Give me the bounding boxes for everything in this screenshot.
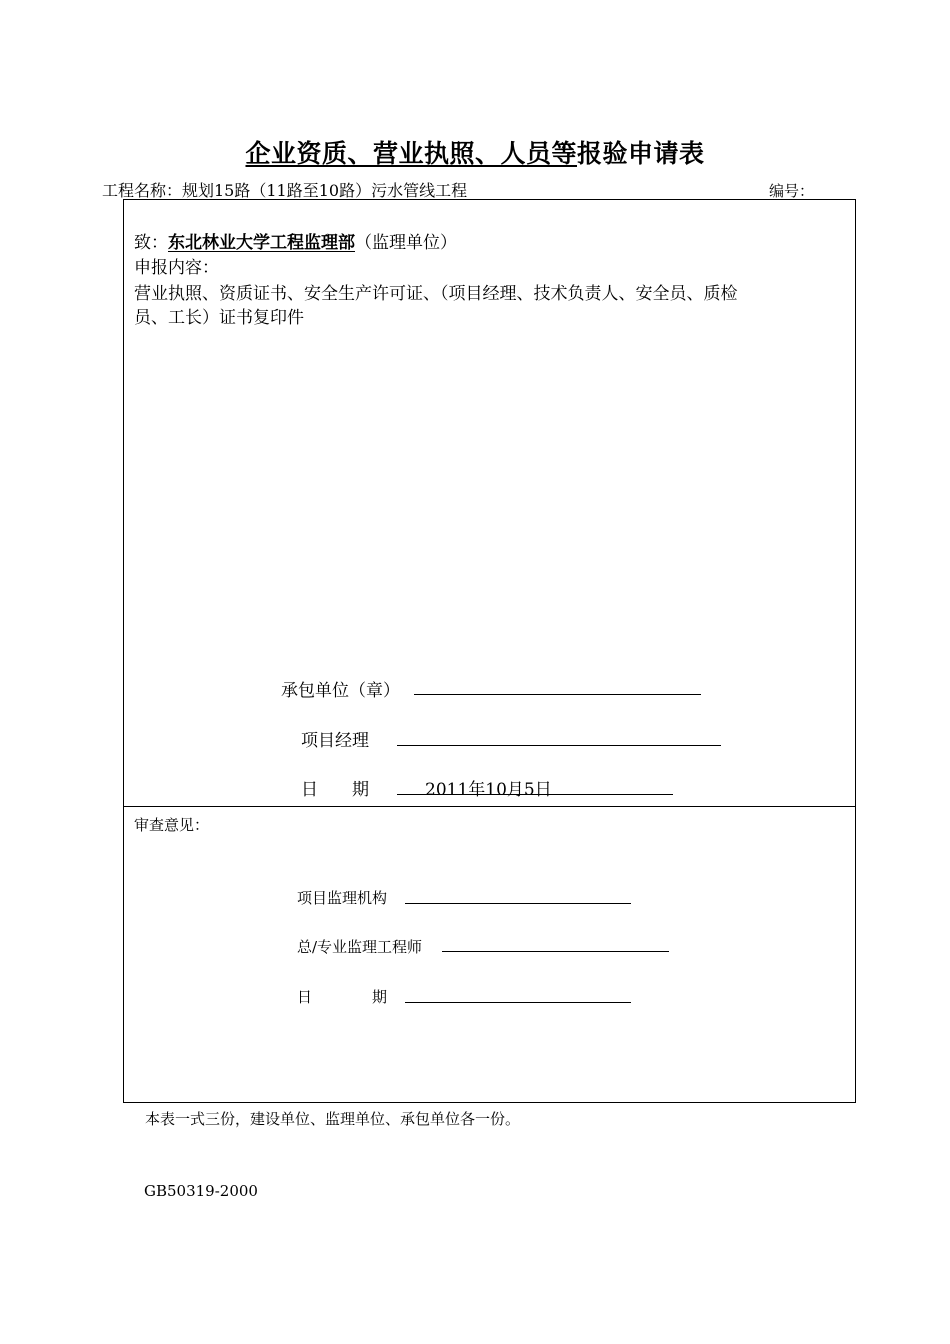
contractor-label: 承包单位（章）	[281, 681, 400, 701]
addressee-unit: 东北林业大学工程监理部	[168, 233, 355, 253]
content-line-1: 营业执照、资质证书、安全生产许可证、（项目经理、技术负责人、安全员、质检	[134, 284, 738, 304]
project-name-line: 工程名称：规划15路（11路至10路）污水管线工程	[102, 181, 468, 200]
date-value: 2011年10月5日	[425, 780, 552, 800]
section-divider	[124, 806, 855, 807]
copies-note: 本表一式三份，建设单位、监理单位、承包单位各一份。	[145, 1110, 521, 1128]
content-label: 申报内容：	[134, 258, 219, 278]
manager-label: 项目经理	[301, 731, 369, 751]
manager-signature-line	[397, 745, 721, 746]
agency-label: 项目监理机构	[297, 889, 388, 907]
addressee-suffix: （监理单位）	[355, 233, 457, 253]
addressee-prefix: 致：	[134, 233, 168, 253]
review-date-line	[405, 1002, 631, 1003]
date-line	[397, 794, 673, 795]
addressee-line	[134, 228, 457, 253]
engineer-signature-line	[442, 951, 669, 952]
review-opinion-label: 审查意见：	[134, 816, 210, 834]
document-title	[0, 134, 950, 170]
standard-code: GB50319-2000	[144, 1182, 258, 1200]
form-table	[123, 199, 856, 1103]
document-title-underlined: 企业资质、营业执照、人员等	[245, 139, 577, 168]
content-line-2: 员、工长）证书复印件	[134, 308, 304, 328]
code-label: 编号：	[769, 182, 815, 200]
document-title-rest: 报验申请表	[577, 139, 705, 168]
review-date-label: 日 期	[297, 988, 388, 1006]
contractor-signature-line	[414, 694, 701, 695]
engineer-label: 总/专业监理工程师	[297, 938, 423, 956]
agency-signature-line	[405, 903, 631, 904]
date-label: 日 期	[301, 780, 369, 800]
